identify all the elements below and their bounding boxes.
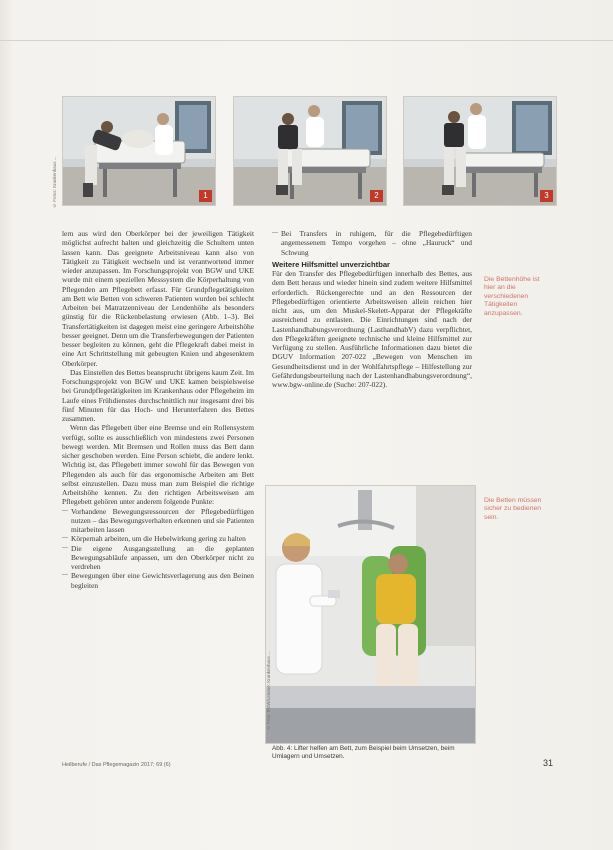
left-column xyxy=(62,229,254,590)
list-item: — Vorhandene Bewegungsressourcen der Pflegebedürftigen nutzen – das Bewegungsverhalten erkennen und sie Patienten mitarbeiten lassen xyxy=(62,507,254,535)
figure-4 xyxy=(265,485,476,744)
paragraph: Für den Transfer des Pflegebedürftigen innerhalb des Bettes, aus dem Bett heraus und wieder hinein sind zudem weitere Hilfsmittel erforderlich. Rückengerechte und an den Ressourcen der Pflegebedürftigen orientierte Arbeitsweisen allein reichen hier nicht aus, um den Muskel-Skelett-Apparat der Pflegekräfte ausreichend zu entlasten. Die Einrichtungen sind nach der Lastenhandhabungsverordnung (LasthandhabV) dazu verpflichtet, den Pflegekräften geeignete technische und kleine Hilfsmittel zur Verfügung zu stellen. Ausführliche Informationen dazu bietet die DGUV Information 207-022 „Bewegen von Menschen im Gesundheitsdienst und in der Wohlfahrtspflege – Hilfestellung zur Gefährdungsbeurteilung nach der Lastenhandhabungsverordnung“, www.bgw-online.de (Suche: 207-022). xyxy=(272,269,472,389)
photo-credit-top: © Fotos: Krankenhaus ... xyxy=(52,156,57,208)
figure-1 xyxy=(62,96,216,206)
figure-number-badge: 1 xyxy=(199,190,212,202)
list-item: — Bewegungen über eine Gewichtsverlagerung aus den Beinen begleiten xyxy=(62,571,254,590)
bullet-list xyxy=(272,229,472,257)
footer-text: Heilberufe / Das Pflegemagazin 2017; 69 (6) xyxy=(62,762,171,768)
figure-3 xyxy=(403,96,557,206)
figure-1-photo xyxy=(63,97,215,205)
right-column xyxy=(272,229,472,389)
figure-caption: Abb. 4: Lifter helfen am Bett, zum Beispiel beim Umsetzen, beim Umlagern und Umsetzen. xyxy=(272,745,455,760)
photo-credit-big: © Foto: BGW/Lemme; Krankenhaus ... xyxy=(266,651,271,730)
side-note: Die Betten müssen sicher zu bedienen sein. xyxy=(484,497,542,521)
header-rule xyxy=(0,40,613,41)
figure-2 xyxy=(233,96,387,206)
figure-number-badge: 3 xyxy=(540,190,553,202)
side-note: Die Bettenhöhe ist hier an die verschiedenen Tätigkeiten anzupassen. xyxy=(484,276,540,317)
paragraph: lern aus wird den Oberkörper bei der jeweiligen Tätigkeit möglichst aufrecht halten und gleichzeitig die Schultern unten lassen kann. Das geeignete Arbeitsniveau kann also von Tätigkeit zu Tätigkeit wechseln und ist verantwortend immer wieder anzupassen. Im Forschungsprojekt von BGW und UKE wurde mit einem speziellen Messsystem die Körperhaltung von Pflegenden am Pflegebett erfasst. Für Grundpflegetätigkeiten am Bett wie Betten von schweren Patienten wurden bei schlecht Arbeiten bei Matratzenniveau der Lendenhöhe als besonders günstig für die Rückenbelastung erwiesen (Abb. 1–3). Bei Transfertätigkeiten ist dagegen meist eine geringere Arbeitshöhe besser geeignet. Denn um die Transferbewegungen der Patienten besser begleiten zu können, geht die Pflegekraft dabei meist in eine Art Schrittstellung mit gebeugten Knien und abgesenktem Oberkörper. xyxy=(62,229,254,368)
figure-4-photo xyxy=(266,486,475,743)
figure-number-badge: 2 xyxy=(370,190,383,202)
list-item: — Körpernah arbeiten, um die Hebelwirkung gering zu halten xyxy=(62,534,254,543)
page-number: 31 xyxy=(543,758,554,768)
list-item: — Bei Transfers in ruhigem, für die Pflegebedürftigen angemessenem Tempo vorgehen – ohne „Hauruck“ und Schwung xyxy=(272,229,472,257)
figure-2-photo xyxy=(234,97,386,205)
figure-3-photo xyxy=(404,97,556,205)
section-heading: Weitere Hilfsmittel unverzichtbar xyxy=(272,259,391,269)
paragraph: Das Einstellen des Bettes beansprucht übrigens kaum Zeit. Im Forschungsprojekt von BGW und UKE kamen beispielsweise bei Grundpflegetätigkeiten im Krankenhaus oder Pflegeheim im Laufe eines Frühdienstes durchschnittlich nur insgesamt drei bis fünf Minuten für das Hoch- und Herunterfahren des Bettes zusammen. xyxy=(62,367,254,423)
list-item: — Die eigene Ausgangsstellung an die geplanten Bewegungsabläufe anpassen, um den Oberkörper nicht zu verdrehen xyxy=(62,544,254,572)
paragraph: Wenn das Pflegebett über eine Bremse und ein Rollensystem verfügt, sollte es ausschließlich von mindestens zwei Personen bewegt werden. Mit Bremsen und Rollen muss das Bett dann sicher geschoben werden. Eine Person schiebt, die andere lenkt. Wichtig ist, das Pflegebett immer sowohl für das Bewegen von Pflegenden als auch für das ergonomische Arbeiten am Bett selbst einzustellen. Dazu muss man zum Beispiel die richtige Arbeitshöhe kennen. Zu den richtigen Arbeitsweisen am Pflegebett gehören unter anderem folgende Punkte: xyxy=(62,423,254,507)
bullet-list xyxy=(62,507,254,590)
